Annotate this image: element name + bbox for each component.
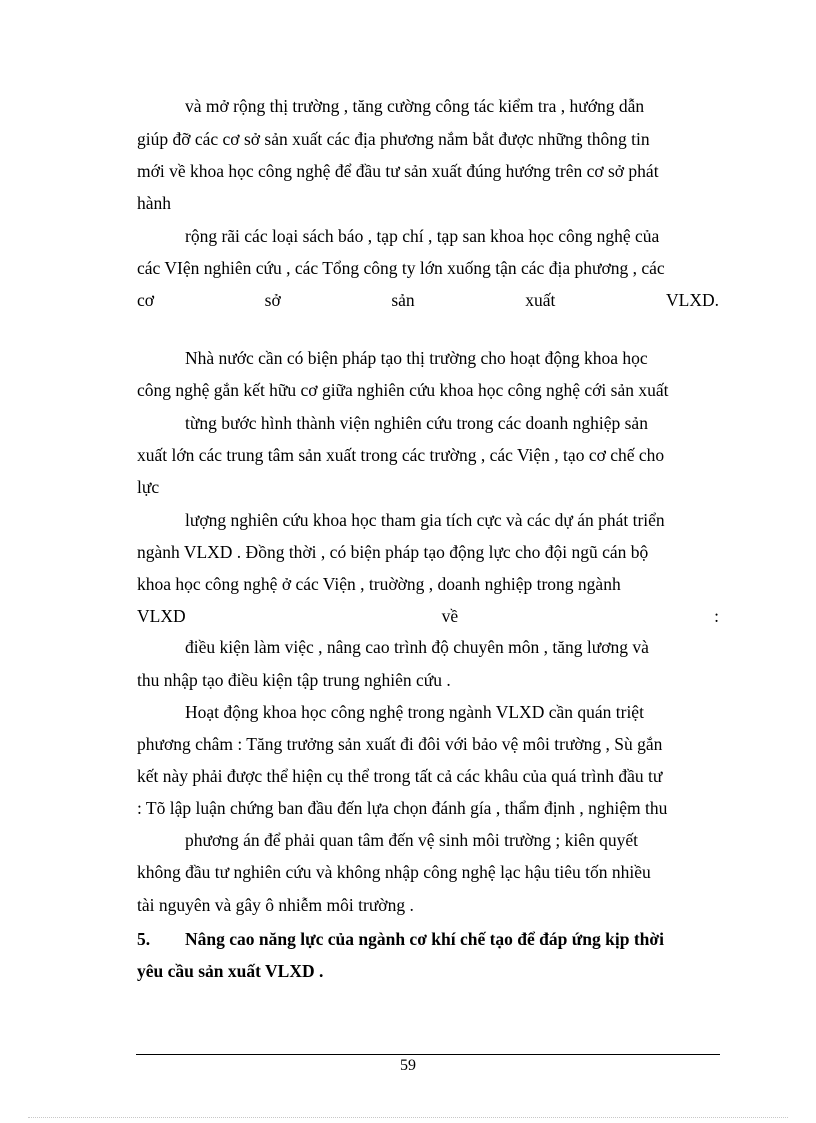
text-line: kết này phải được thể hiện cụ thể trong tất cả các khâu của quá trình đầu tư xyxy=(137,766,663,786)
text-line: mới về khoa học công nghệ để đầu tư sản xuất đúng hướng trên cơ sở phát xyxy=(137,161,659,181)
word: VLXD. xyxy=(666,290,719,310)
word: sở xyxy=(264,290,281,310)
text-line: hành xyxy=(137,193,172,213)
text-line: lượng nghiên cứu khoa học tham gia tích cực và các dự án phát triển xyxy=(185,510,665,530)
justified-line xyxy=(137,289,719,311)
section-number: 5. xyxy=(137,929,151,949)
word: về xyxy=(441,606,459,626)
text-line: và mở rộng thị trường , tăng cường công tác kiểm tra , hướng dẫn xyxy=(185,96,645,116)
text-line: ngành VLXD . Đồng thời , có biện pháp tạo động lực cho đội ngũ cán bộ xyxy=(137,542,649,562)
word: : xyxy=(714,606,719,626)
word: cơ xyxy=(137,290,155,310)
text-line: từng bước hình thành viện nghiên cứu trong các doanh nghiệp sản xyxy=(185,413,648,433)
text-line: : Tõ lập luận chứng ban đầu đến lựa chọn đánh gía , thẩm định , nghiệm thu xyxy=(137,798,668,818)
text-line: Hoạt động khoa học công nghệ trong ngành VLXD cần quán triệt xyxy=(185,702,644,722)
text-line: tài nguyên và gây ô nhiễm môi trường . xyxy=(137,895,414,915)
text-line: phương án để phải quan tâm đến vệ sinh môi trường ; kiên quyết xyxy=(185,830,639,850)
section-heading: Nâng cao năng lực của ngành cơ khí chế tạo để đáp ứng kịp thời xyxy=(185,929,664,949)
text-line: thu nhập tạo điều kiện tập trung nghiên cứu . xyxy=(137,670,451,690)
text-line: phương châm : Tăng trưởng sản xuất đi đôi với bảo vệ môi trường , Sù gắn xyxy=(137,734,663,754)
section-heading-continued: yêu cầu sản xuất VLXD . xyxy=(137,961,324,981)
text-line: rộng rãi các loại sách báo , tạp chí , tạp san khoa học công nghệ của xyxy=(185,226,660,246)
justified-line xyxy=(137,605,719,627)
text-line: các VIện nghiên cứu , các Tổng công ty lớn xuống tận các địa phương , các xyxy=(137,258,665,278)
word: VLXD xyxy=(137,606,186,626)
page-boundary xyxy=(28,1117,788,1118)
text-line: xuất lớn các trung tâm sản xuất trong các trường , các Viện , tạo cơ chế cho xyxy=(137,445,665,465)
footer-divider xyxy=(136,1054,720,1055)
word: xuất xyxy=(525,290,556,310)
page-number: 59 xyxy=(400,1057,416,1074)
text-line: khoa học công nghệ ở các Viện , truờờng , doanh nghiệp trong ngành xyxy=(137,574,621,594)
word: sản xyxy=(391,290,415,310)
text-line: giúp đỡ các cơ sở sản xuất các địa phương nắm bắt được những thông tin xyxy=(137,129,650,149)
text-line: điều kiện làm việc , nâng cao trình độ chuyên môn , tăng lương và xyxy=(185,637,649,657)
text-line: lực xyxy=(137,477,160,497)
text-line: không đầu tư nghiên cứu và không nhập công nghệ lạc hậu tiêu tốn nhiều xyxy=(137,862,651,882)
text-line: công nghệ gắn kết hữu cơ giữa nghiên cứu khoa học công nghệ cới sản xuất xyxy=(137,380,669,400)
text-line: Nhà nước cần có biện pháp tạo thị trường cho hoạt động khoa học xyxy=(185,348,648,368)
